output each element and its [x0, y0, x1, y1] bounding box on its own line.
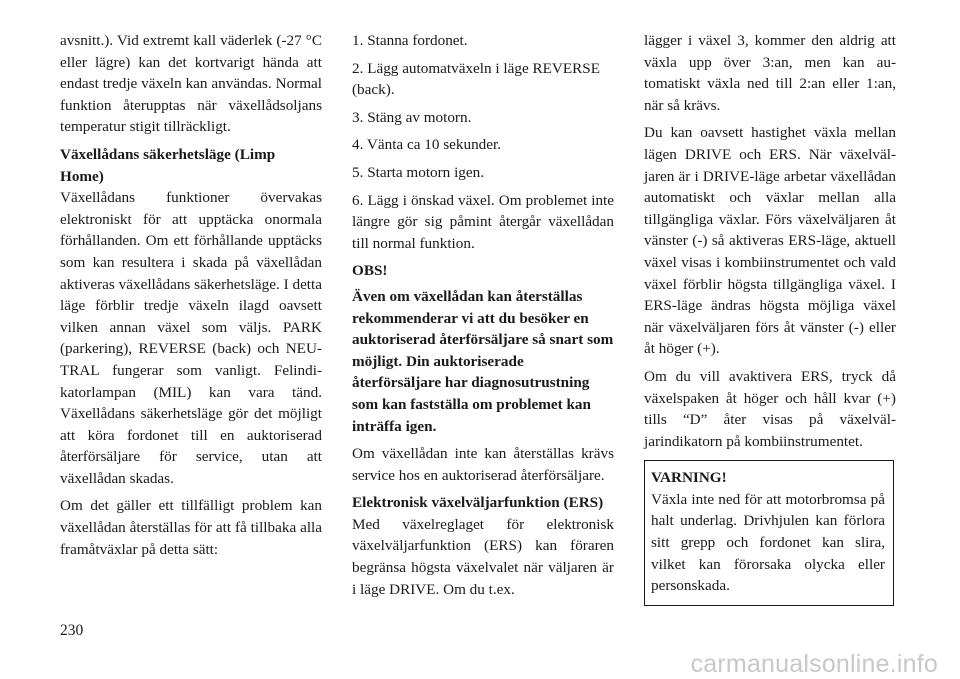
- paragraph-reset-intro: Om det gäller ett tillfälligt problem kan växellådan återställas för att få tillbaka alla framåtväxlar på detta sätt:: [60, 497, 322, 558]
- paragraph-limp-home: Växellådans funktioner övervakas elektroniskt för att upptäcka onormala förhållanden. Om ett förhållande upptäcks som kan resultera i skada på växellådan aktiveras växellådans säkerhetsläge. I detta läge förblir tredje växeln ilagd oavsett vilken annan växel som väljs. PARK (parkering), REVERSE (back) och NEUTRAL fungerar som vanligt. Felindikatorlampan (MIL) kan vara tänd. Växellådans säkerhetsläge gör det möjligt att köra fordonet till en auktoriserad återförsäljare för service, utan att växellådan skadas.: [60, 189, 322, 487]
- step-item: 6. Lägg i önskad växel. Om problemet inte längre gör sig påmint återgår växellådan till normal funktion.: [352, 191, 614, 252]
- warning-text: Växla inte ned för att motorbromsa på halt underlag. Drivhjulen kan förlora sitt grepp och fordonet kan slira, vilket kan förorsaka olycka eller personskada.: [651, 490, 885, 595]
- heading-limp-home: Växellådans säkerhetsläge (Limp Home): [60, 145, 276, 185]
- step-item: 1. Stanna fordonet.: [352, 32, 468, 49]
- page-number: 230: [60, 622, 84, 639]
- step-item: 5. Starta motorn igen.: [352, 163, 485, 181]
- warning-box: [644, 460, 894, 606]
- watermark: carmanualsonline.info: [690, 650, 938, 678]
- step-item: 4. Vänta ca 10 sekunder.: [352, 136, 502, 154]
- step-item: 3. Stäng av motorn.: [352, 108, 472, 126]
- paragraph-ers-gear3: lägger i växel 3, kommer den aldrig att växla upp över 3:an, men kan automatiskt växla ned till 2:an eller 1:an, när så krävs.: [644, 32, 896, 114]
- paragraph-ers-deactivate: Om du vill avaktivera ERS, tryck då växelspaken åt höger och håll kvar (+) tills “D” åter visas på växelväljarindikatorn på kombiinstrumentet.: [644, 367, 896, 450]
- column-right: [644, 30, 896, 606]
- note-label: OBS!: [352, 262, 388, 280]
- column-left: [60, 30, 322, 566]
- paragraph-ers-intro: Med växelreglaget för elektronisk växelväljarfunktion (ERS) kan föraren begränsa högsta växelvalet när väljaren är i läge DRIVE. Om du t.ex.: [352, 515, 614, 598]
- paragraph-cold-weather: avsnitt.). Vid extremt kall väderlek (-27 °C eller lägre) kan det kortvarigt hända att endast tredje växeln kan användas. Normal funktion återupptas när växellådsoljans temperatur stigit tillräckligt.: [60, 32, 322, 136]
- heading-ers: Elektronisk växelväljarfunktion (ERS): [352, 494, 604, 512]
- note-text: Även om växellådan kan återställas rekommenderar vi att du besöker en auktoriserad återförsäljare så snart som möjligt. Din auktoriserade återförsäljare har diagnosutrustning som kan fastställa om problemet kan inträffa igen.: [352, 287, 614, 435]
- step-item: 2. Lägg automatväxeln i läge REVERSE (back).: [352, 59, 601, 99]
- warning-title: VARNING!: [651, 469, 727, 487]
- paragraph-service: Om växellådan inte kan återställas krävs service hos en auktoriserad återförsäljare.: [352, 445, 614, 484]
- column-middle: [352, 30, 614, 606]
- paragraph-ers-modes: Du kan oavsett hastighet växla mellan lägen DRIVE och ERS. När växelväljaren är i DRIVE-läge arbetar växellådan automatiskt och växlar mellan alla tillgängliga växlar. Förs växelväljaren åt vänster (-) så aktiveras ERS-läge, aktuell växel visas i kombiinstrumentet och vald växel förblir högsta tillgängliga växel. I ERS-läge ändras högsta möjliga växel när växelväljaren förs åt vänster (-) eller åt höger (+).: [644, 124, 896, 358]
